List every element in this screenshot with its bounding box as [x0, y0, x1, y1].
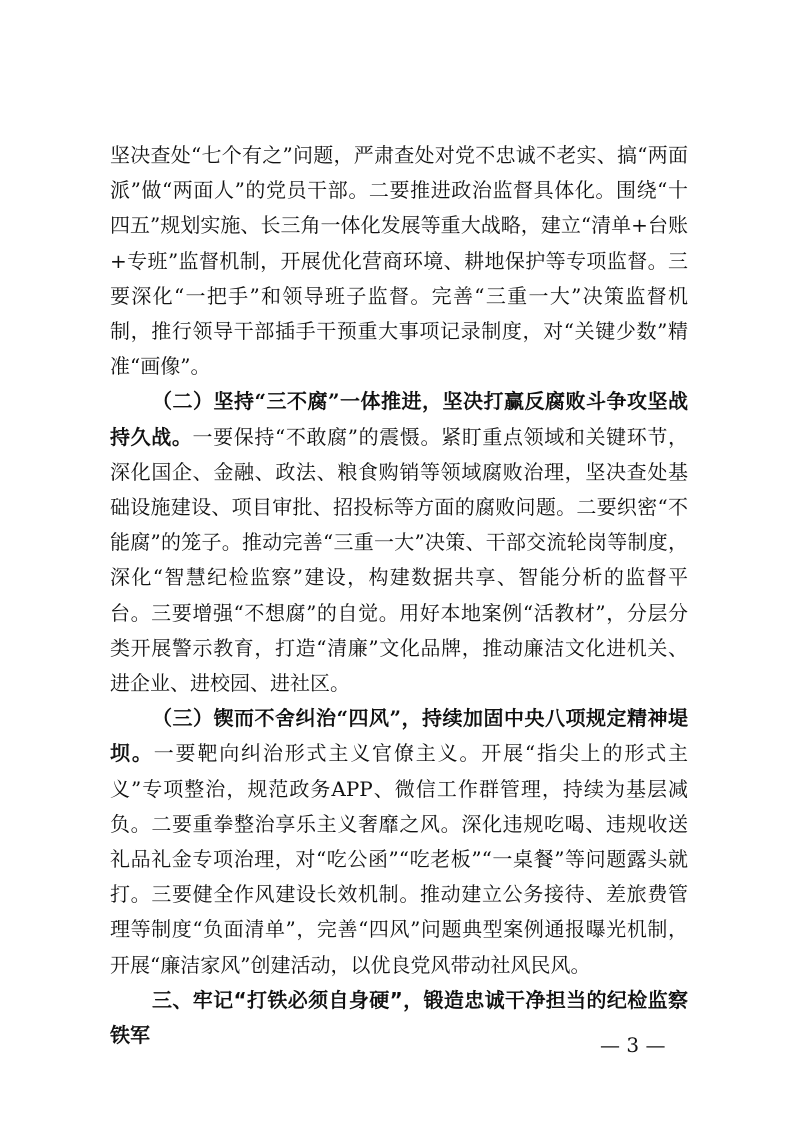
paragraph-text: 一要保持“不敢腐”的震慑。紧盯重点领域和关键环节，深化国企、金融、政法、粮食购销等领域腐败治理，坚决查处基础设施建设、项目审批、招投标等方面的腐败问题。二要织密“不能腐”的笼子。推动完善“三重一大”决策、干部交流轮岗等制度，深化“智慧纪检监察”建设，构建数据共享、智能分析的监督平台。三要增强“不想腐”的自觉。用好本地案例“活教材”，分层分类开展警示教育，打造“清廉”文化品牌，推动廉洁文化进机关、进企业、进校园、进社区。: [110, 424, 689, 696]
paragraph-item-2: [110, 384, 688, 701]
paragraph-lead-heading: （三）锲而不舍纠治“四风”，持续加固中央八项规定精神堤坝。: [110, 706, 688, 766]
section-heading: 三、牢记“打铁必须自身硬”，锻造忠诚干净担当的纪检监察铁军: [110, 987, 688, 1048]
paragraph-text: 一要靶向纠治形式主义官僚主义。开展“指尖上的形式主义”专项整治，规范政务APP、微信工作群管理，持续为基层减负。二要重拳整治享乐主义奢靡之风。深化违规吃喝、违规收送礼品礼金专项治理，对“吃公函”“吃老板”“一桌餐”等问题露头就打。三要健全作风建设长效机制。推动建立公务接待、差旅费管理等制度“负面清单”，完善“四风”问题典型案例通报曝光机制，开展“廉洁家风”创建活动，以优良党风带动社风民风。: [110, 741, 689, 977]
document-body: [110, 138, 688, 1053]
paragraph-text: 坚决查处“七个有之”问题，严肃查处对党不忠诚不老实、搞“两面派”做“两面人”的党员干部。二要推进政治监督具体化。围绕“十四五”规划实施、长三角一体化发展等重大战略，建立“清单+台账+专班”监督机制，开展优化营商环境、耕地保护等专项监督。三要深化“一把手”和领导班子监督。完善“三重一大”决策监督机制，推行领导干部插手干预重大事项记录制度，对“关键少数”精准“画像”。: [110, 143, 688, 379]
paragraph-lead-heading: （二）坚持“三不腐”一体推进，坚决打赢反腐败斗争攻坚战持久战。: [110, 389, 688, 449]
paragraph-continuation: [110, 138, 688, 384]
paragraph-item-3: [110, 701, 688, 983]
page-number: — 3 —: [600, 1033, 666, 1057]
